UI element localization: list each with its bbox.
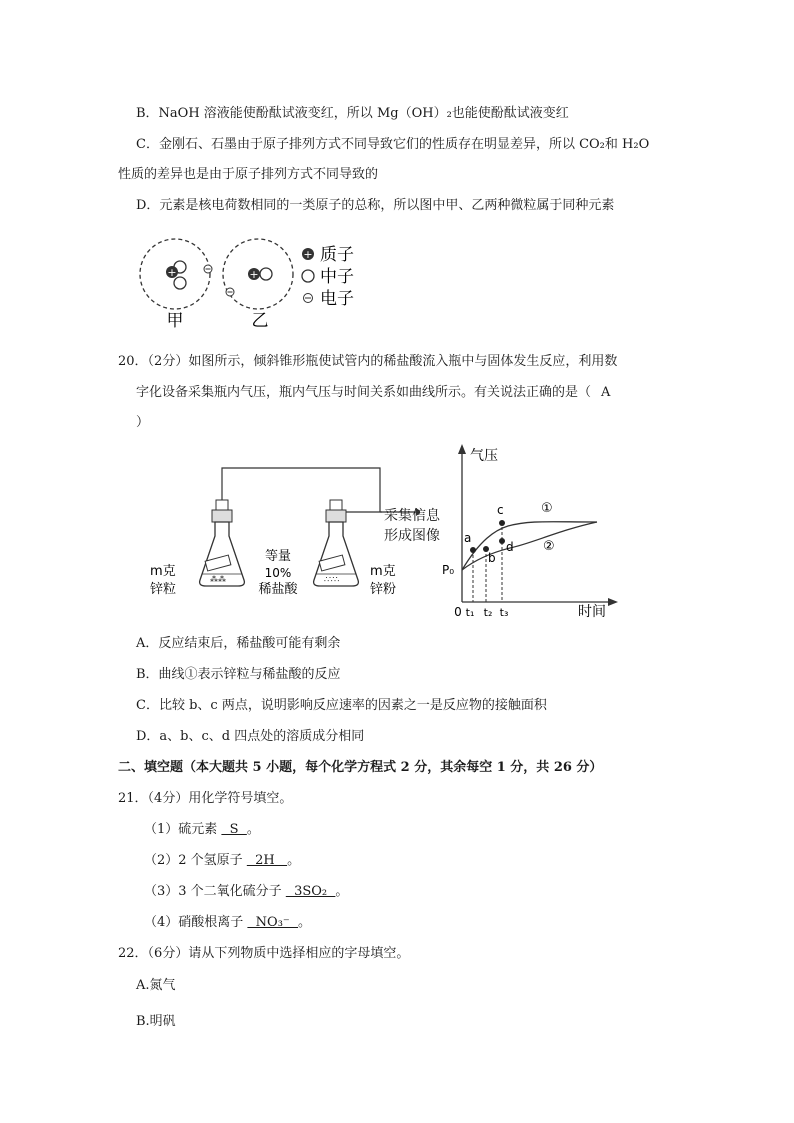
point-c [499, 520, 505, 526]
q20-stem-line2 [136, 383, 610, 403]
acid-amount-label: 等量 [264, 549, 292, 564]
svg-text:+: + [303, 248, 313, 261]
atom-figure [130, 234, 370, 334]
q20-answer: A [601, 385, 611, 400]
q21-item-3: （3）3 个二氧化硫分子 3SO₂ 。 [144, 884, 349, 899]
point-label-d: d [506, 540, 514, 554]
q21-answer-2: 2H [246, 853, 288, 868]
legend-neutron-label: 中子 [320, 267, 354, 287]
legend-proton-label: 质子 [320, 245, 354, 265]
right-solid-label: 锌粉 [370, 582, 397, 597]
q20-option-a: A．反应结束后，稀盐酸可能有剩余 [136, 636, 341, 651]
q21-stem: 21．（4分）用化学符号填空。 [118, 791, 293, 806]
svg-text:+: + [249, 268, 259, 281]
svg-text:+: + [167, 266, 177, 279]
q21-item-4: （4）硝酸根离子 NO₃⁻ 。 [144, 915, 312, 930]
left-mass-label: m克 [150, 564, 176, 579]
q19-option-b: B．NaOH 溶液能使酚酞试液变红，所以 Mg（OH）₂也能使酚酞试液变红 [136, 106, 569, 121]
q22-option-a: A.氮气 [136, 978, 176, 993]
curve-2 [462, 522, 597, 570]
q20-stem-line3: ） [136, 415, 150, 430]
point-label-b: b [488, 551, 496, 565]
q19-option-c-line1: C．金刚石、石墨由于原子排列方式不同导致它们的性质存在明显差异，所以 CO₂和 H₂O [136, 137, 650, 152]
series-label-2: ② [543, 539, 555, 554]
origin-label: 0 [454, 605, 462, 619]
flask-right [314, 500, 359, 586]
label-jia: 甲 [166, 311, 184, 331]
q19-option-d: D．元素是核电荷数相同的一类原子的总称，所以图中甲、乙两种微粒属于同种元素 [136, 198, 615, 213]
right-mass-label: m克 [370, 564, 396, 579]
svg-text:⁂⁂: ⁂⁂ [210, 575, 226, 584]
q20-option-c: C．比较 b、c 两点，说明影响反应速率的因素之一是反应物的接触面积 [136, 698, 547, 713]
q22-stem: 22．（6分）请从下列物质中选择相应的字母填空。 [118, 946, 410, 961]
q21-answer-4: NO₃⁻ [247, 915, 299, 930]
point-a [470, 547, 476, 553]
q20-option-d: D．a、b、c、d 四点处的溶质成分相同 [136, 729, 365, 744]
p0-label: P₀ [442, 563, 455, 577]
tick-t1: t₁ [465, 606, 475, 619]
acid-name-label: 稀盐酸 [258, 582, 298, 597]
point-d [499, 538, 505, 544]
acid-percent-label: 10% [264, 566, 292, 580]
q21-answer-3: 3SO₂ [285, 884, 336, 899]
pressure-time-chart [440, 440, 620, 620]
series-label-1: ① [541, 501, 553, 516]
legend-neutron-icon [302, 270, 314, 282]
apparatus-figure [130, 440, 420, 610]
q20-stem-text: 字化设备采集瓶内气压，瓶内气压与时间关系如曲线所示。有关说法正确的是（ [136, 385, 592, 400]
flask-left [200, 500, 245, 586]
point-label-c: c [497, 503, 504, 517]
x-axis-label: 时间 [578, 604, 606, 620]
point-label-a: a [464, 531, 472, 545]
q20-stem-line1: 20．（2分）如图所示，倾斜锥形瓶使试管内的稀盐酸流入瓶中与固体发生反应，利用数 [118, 354, 618, 369]
section-2-title: 二、填空题（本大题共 5 小题，每个化学方程式 2 分，其余每空 1 分，共 26 分） [118, 760, 603, 775]
collect-label-2: 形成图像 [384, 528, 440, 544]
wire-top [222, 468, 380, 512]
q21-item-2: （2）2 个氢原子 2H 。 [144, 853, 301, 868]
q21-answer-1: S [221, 822, 247, 837]
tick-t2: t₂ [483, 606, 493, 619]
atom-jia-neutron-2 [174, 277, 186, 289]
collect-label-1: 采集信息 [384, 508, 440, 524]
q22-option-b: B.明矾 [136, 1014, 176, 1029]
q19-option-c-line2: 性质的差异也是由于原子排列方式不同导致的 [118, 167, 379, 182]
legend-electron-label: 电子 [320, 289, 354, 309]
q20-option-b: B．曲线①表示锌粒与稀盐酸的反应 [136, 667, 341, 682]
label-yi: 乙 [251, 311, 269, 331]
y-axis-label: 气压 [470, 448, 498, 464]
svg-text:∴∵∴: ∴∵∴ [324, 575, 340, 584]
q21-item-1: （1）硫元素 S 。 [144, 822, 260, 837]
curve-1 [462, 522, 597, 570]
atom-yi-neutron [260, 268, 272, 280]
tick-t3: t₃ [499, 606, 509, 619]
left-solid-label: 锌粒 [150, 582, 177, 597]
